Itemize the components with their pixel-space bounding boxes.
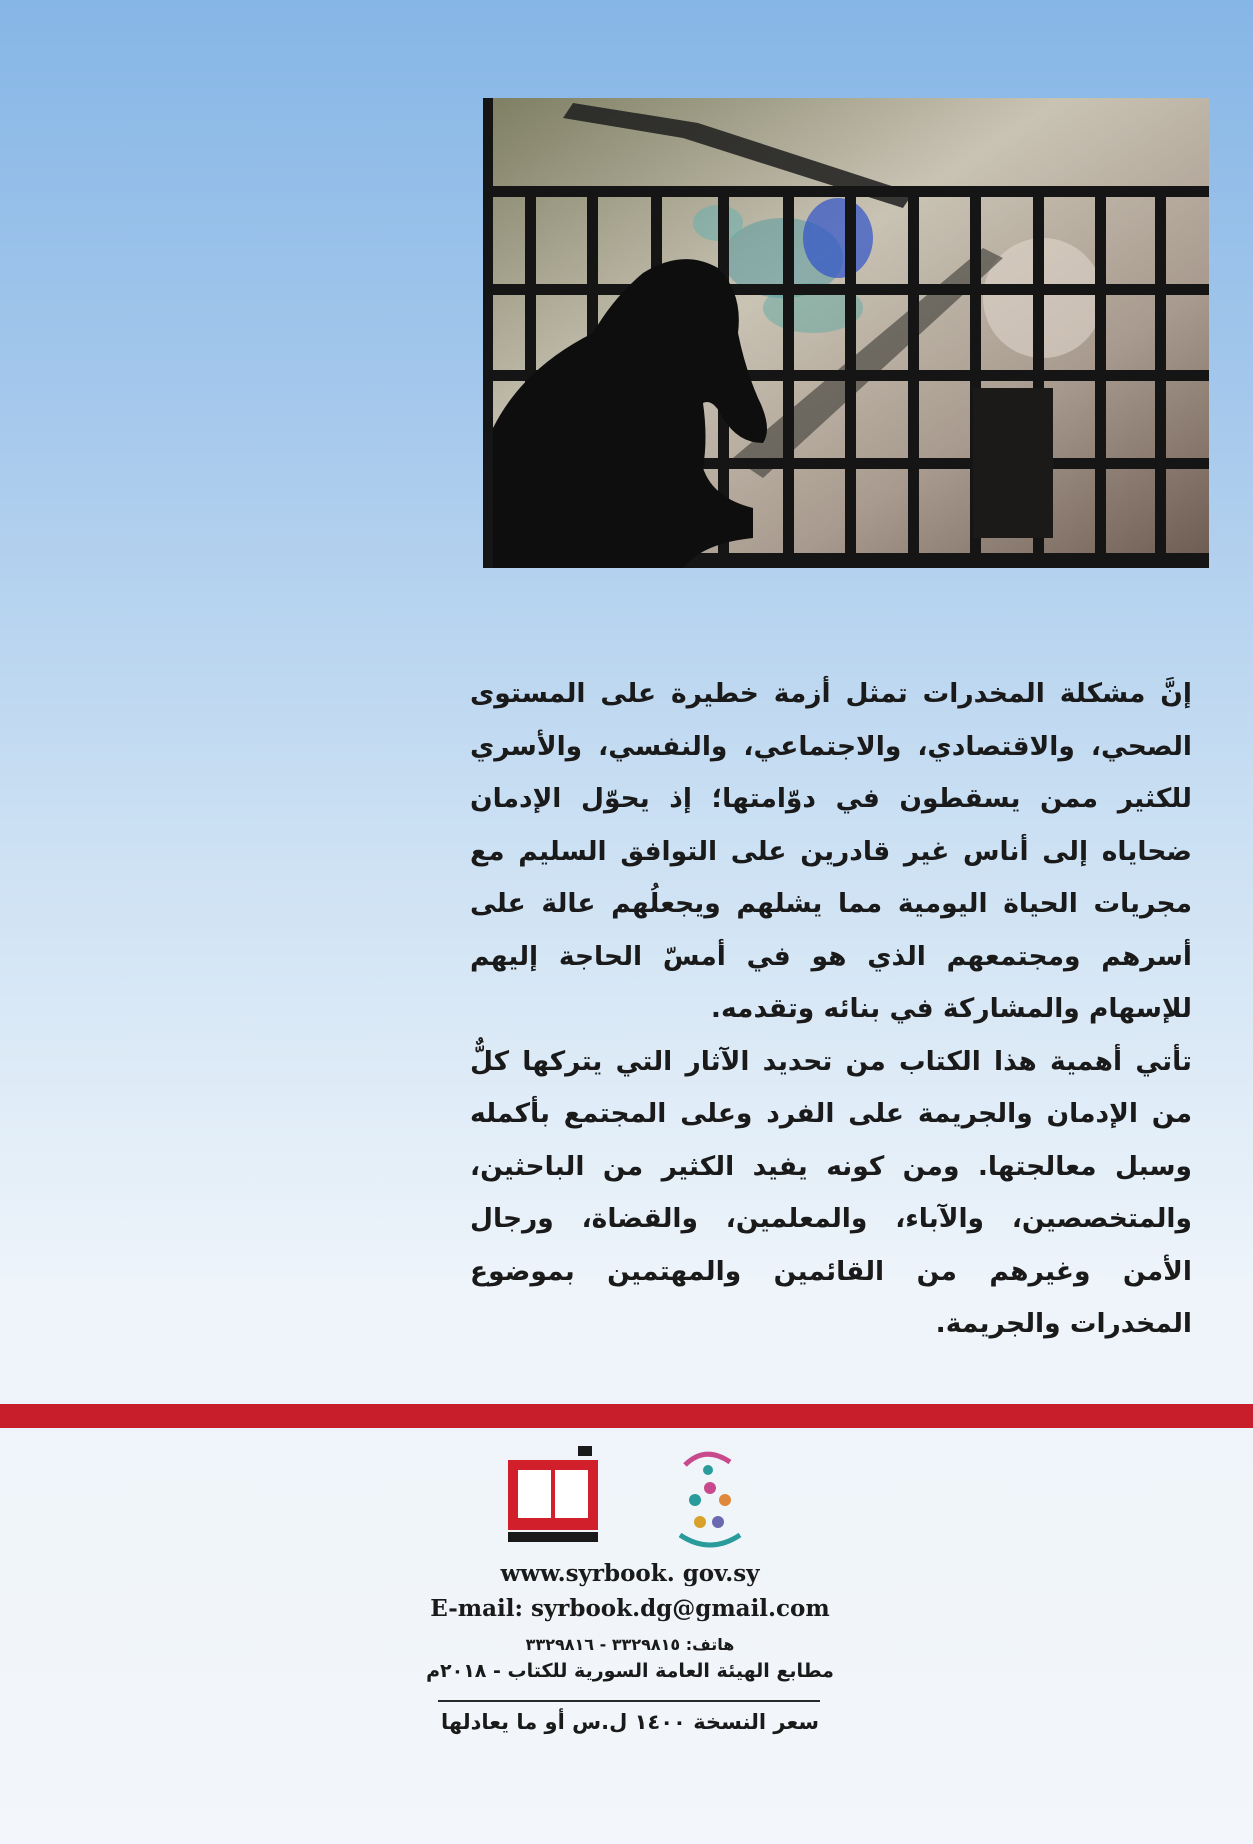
prison-bars-silhouette-image [483, 98, 1209, 568]
blurb-paragraph-1: إنَّ مشكلة المخدرات تمثل أزمة خطيرة على المستوى الصحي، والاقتصادي، والاجتماعي، والنفسي، والأسري للكثير ممن يسقطون في دوّامتها؛ إذ يحوّل الإدمان ضحاياه إلى أناس غير قادرين على التوافق السليم مع مجريات الحياة اليومية مما يشلهم ويجعلُهم عالة على أسرهم ومجتمعهم الذي هو في أمسّ الحاجة إليهم للإسهام والمشاركة في بنائه وتقدمه. [470, 678, 1192, 1024]
back-cover-blurb [470, 668, 1192, 1351]
price-divider [438, 1700, 820, 1702]
publisher-website: www.syrbook. gov.sy [500, 1560, 760, 1587]
cover-photo [483, 98, 1209, 568]
publisher-phone: هاتف: ٣٣٢٩٨١٥ - ٣٣٢٩٨١٦ [525, 1635, 735, 1654]
publisher-email: E-mail: syrbook.dg@gmail.com [430, 1595, 830, 1622]
book-logo-icon [508, 1446, 598, 1542]
price-label: سعر النسخة ١٤٠٠ ل.س أو ما يعادلها [441, 1710, 819, 1734]
publisher-logos [500, 1440, 780, 1560]
printer-credit: مطابع الهيئة العامة السورية للكتاب - ٢٠١٨م [426, 1660, 834, 1682]
red-divider-band [0, 1404, 1253, 1428]
culture-ministry-logo-icon [680, 1454, 740, 1545]
blurb-paragraph-2: تأتي أهمية هذا الكتاب من تحديد الآثار التي يتركها كلٌّ من الإدمان والجريمة على الفرد وعلى المجتمع بأكمله وسبل معالجتها. ومن كونه يفيد الكثير من الباحثين، والمتخصصين، والآباء، والمعلمين، والقضاة، ورجال الأمن وغيرهم من القائمين والمهتمين بموضوع المخدرات والجريمة. [470, 1045, 1192, 1339]
